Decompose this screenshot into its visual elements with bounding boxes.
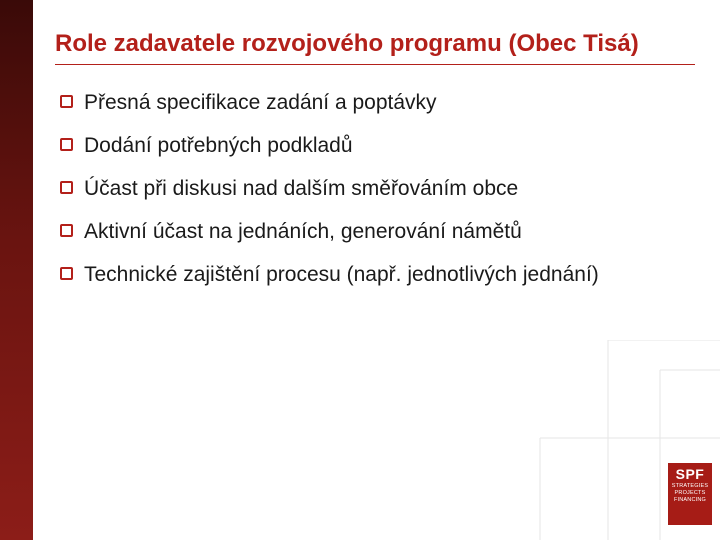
spf-logo xyxy=(668,463,712,525)
left-accent-bar xyxy=(0,0,33,540)
bullet-item xyxy=(60,261,640,288)
logo-line: PROJECTS xyxy=(674,490,706,496)
checkbox-bullet-icon xyxy=(60,181,73,194)
logo-line: FINANCING xyxy=(673,497,707,503)
logo-line: STRATEGIES xyxy=(671,483,709,489)
slide-title: Role zadavatele rozvojového programu (Obec Tisá) xyxy=(55,30,639,57)
bullet-text: Aktivní účast na jednáních, generování námětů xyxy=(84,220,522,243)
checkbox-bullet-icon xyxy=(60,95,73,108)
bullet-item xyxy=(60,218,640,245)
checkbox-bullet-icon xyxy=(60,267,73,280)
title-underline xyxy=(55,64,695,65)
bullet-text: Účast při diskusi nad dalším směřováním obce xyxy=(84,177,519,200)
logo-mark: SPF xyxy=(675,466,705,482)
bullet-text: Přesná specifikace zadání a poptávky xyxy=(84,91,437,114)
bullet-item xyxy=(60,132,640,159)
bullet-text: Technické zajištění procesu (např. jednotlivých jednání) xyxy=(84,263,599,286)
bullet-item xyxy=(60,89,640,116)
bullet-item xyxy=(60,175,640,202)
checkbox-bullet-icon xyxy=(60,138,73,151)
bullet-text: Dodání potřebných podkladů xyxy=(84,134,353,157)
checkbox-bullet-icon xyxy=(60,224,73,237)
bullet-list xyxy=(60,89,640,304)
